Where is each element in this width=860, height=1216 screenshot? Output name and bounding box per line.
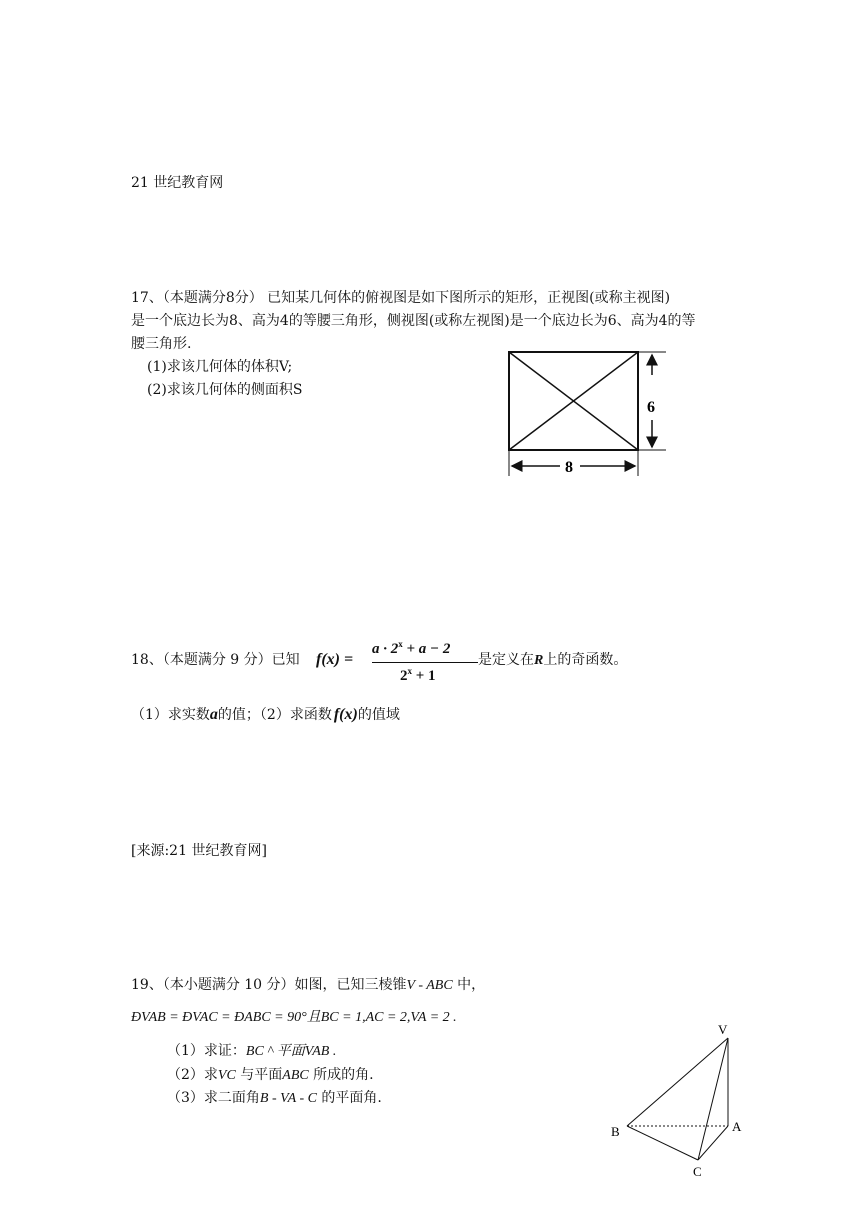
- q18-number: 18、: [131, 652, 163, 668]
- q17-part1: (1)求该几何体的体积V;: [147, 359, 293, 375]
- real-numbers-symbol: R: [534, 653, 544, 668]
- q17-part2: (2)求该几何体的侧面积S: [147, 382, 303, 398]
- q19-intro: 19、（本小题满分 10 分）如图，已知三棱锥V - ABC 中，: [131, 977, 486, 993]
- q17-line2: 是一个底边长为8、高为4的等腰三角形，侧视图(或称左视图)是一个底边长为6、高为4的等: [131, 313, 696, 329]
- vertex-V: V: [718, 1022, 728, 1037]
- header-watermark: 21 世纪教育网: [131, 175, 224, 191]
- source-note: [来源:21 世纪教育网]: [131, 843, 267, 859]
- fraction-bar: [372, 662, 478, 663]
- q18-denominator: $2^x + 1$: [400, 666, 436, 684]
- q17-figure: [500, 345, 675, 480]
- q17-number: 17、: [131, 290, 163, 306]
- q18-fx: f(x) =: [316, 651, 354, 668]
- q17-line1: [131, 288, 670, 308]
- q19-part1: （1）求证：BC ^ 平面VAB .: [167, 1043, 337, 1059]
- q19-part2: （2）求VC 与平面ABC 所成的角.: [167, 1067, 374, 1083]
- q18-fx2: f(x): [333, 706, 358, 723]
- width-label: 8: [565, 459, 573, 476]
- q17-line3: 腰三角形.: [131, 336, 192, 352]
- edge-VC: [698, 1038, 728, 1160]
- vertex-B: B: [611, 1124, 620, 1139]
- q18-fraction: [372, 639, 478, 689]
- vertex-C: C: [693, 1164, 702, 1179]
- height-label: 6: [647, 399, 655, 416]
- q18-prefix: （本题满分 9 分）已知: [162, 652, 300, 668]
- var-a: a: [209, 706, 218, 723]
- q19-condition: ÐVAB = ÐVAC = ÐABC = 90°且BC = 1,AC = 2,VA = 2 .: [131, 1010, 457, 1025]
- q19-part3: （3）求二面角B - VA - C 的平面角.: [167, 1090, 382, 1106]
- vertex-A: A: [732, 1119, 742, 1134]
- q18-parts: （1）求实数a的值；（2）求函数 f(x)的值域: [131, 706, 400, 723]
- edge-VB: [627, 1038, 728, 1126]
- q18-numerator: $a \cdot 2^x + a - 2$: [372, 639, 451, 657]
- q19-pyramid-figure: [605, 1018, 755, 1183]
- q17-line1-text: （本题满分8分） 已知某几何体的俯视图是如下图所示的矩形，正视图(或称主视图): [162, 290, 671, 306]
- q18-suffix: 是定义在R上的奇函数。: [478, 652, 628, 668]
- edge-BC: [627, 1126, 698, 1160]
- q18-intro: [131, 650, 300, 670]
